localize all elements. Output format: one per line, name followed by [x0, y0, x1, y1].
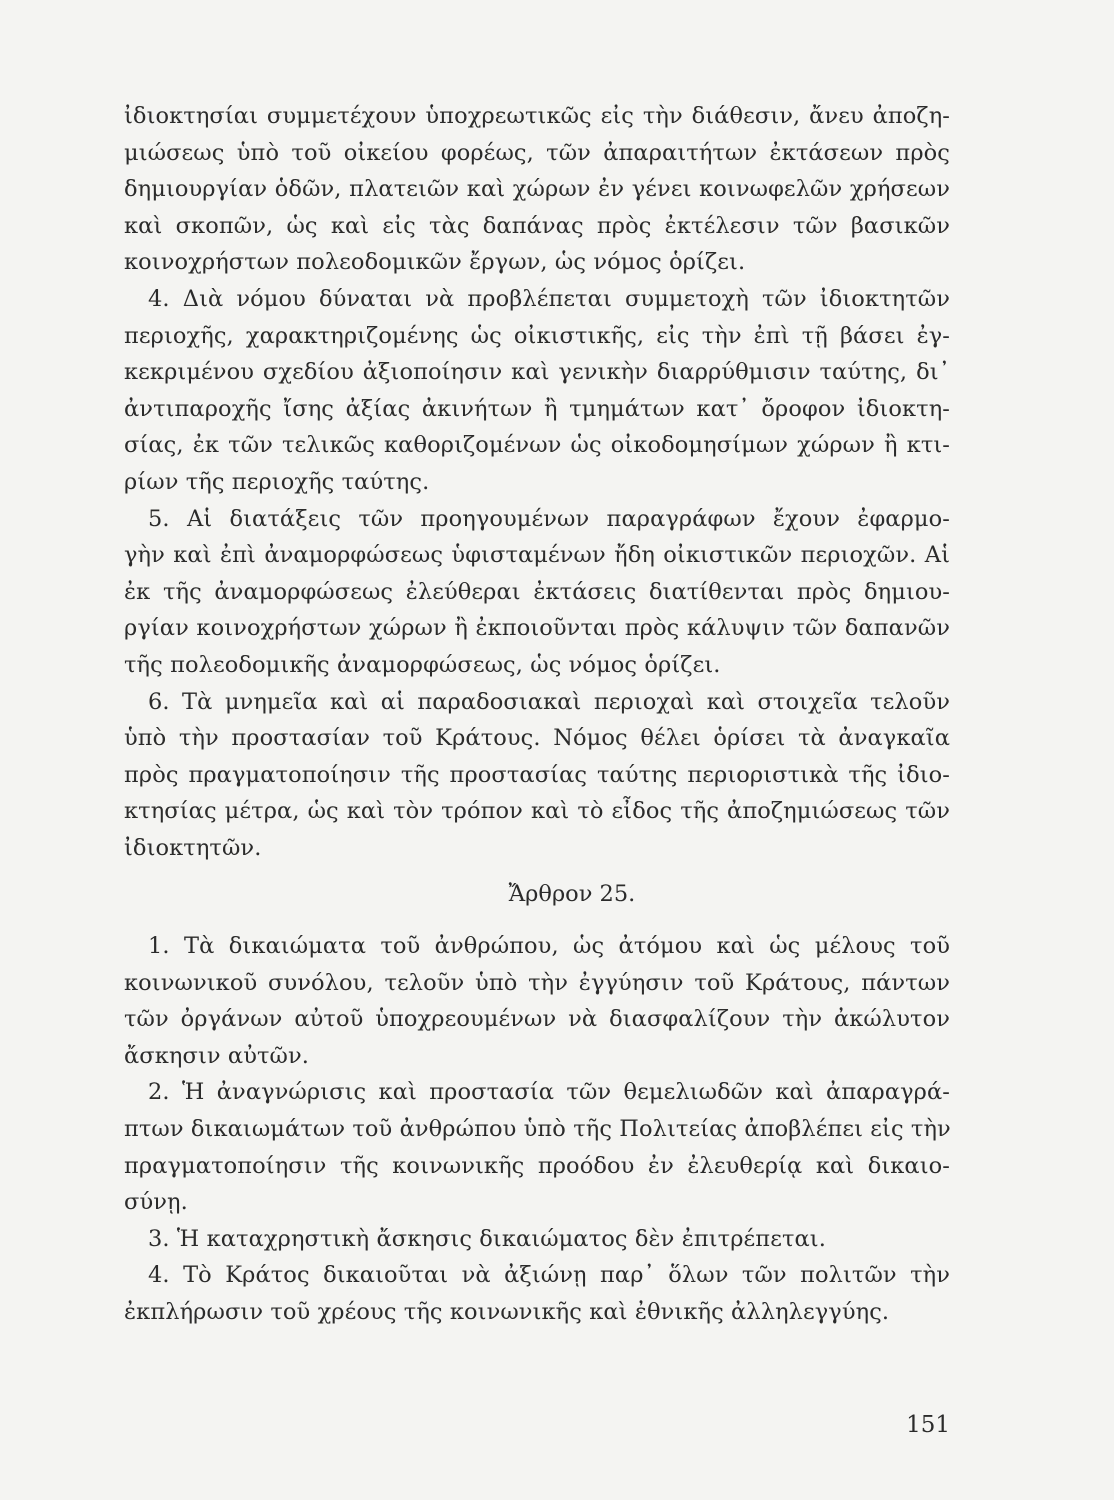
text-line: ἄσκησιν αὐτῶν.: [124, 1042, 310, 1069]
text-line: ργίαν κοινοχρήστων χώρων ἢ ἐκποιοῦνται πρὸς κάλυψιν τῶν δαπανῶν: [124, 615, 950, 642]
paragraph-3-line: 3. Ἡ καταχρηστικὴ ἄσκησις δικαιώματος δὲν ἐπιτρέπεται.: [148, 1225, 826, 1252]
text-line: μιώσεως ὑπὸ τοῦ οἰκείου φορέως, τῶν ἀπαραιτήτων ἐκτάσεων πρὸς: [124, 139, 950, 166]
text-line: σύνῃ.: [124, 1189, 188, 1216]
text-line: ἰδιοκτησίαι συμμετέχουν ὑποχρεωτικῶς εἰς τὴν διάθεσιν, ἄνευ ἀποζη-: [124, 103, 950, 129]
text-line: τῶν ὀργάνων αὐτοῦ ὑποχρεουμένων νὰ διασφαλίζουν τὴν ἀκώλυτον: [124, 1006, 950, 1033]
text-line: κοινοχρήστων πολεοδομικῶν ἔργων, ὡς νόμος ὁρίζει.: [124, 249, 746, 276]
text-line: τῆς πολεοδομικῆς ἀναμορφώσεως, ὡς νόμος ὁρίζει.: [124, 651, 721, 678]
text-line: ἰδιοκτητῶν.: [124, 834, 262, 861]
paragraph-2-first-line: 2. Ἡ ἀναγνώρισις καὶ προστασία τῶν θεμελιωδῶν καὶ ἀπαραγρά-: [148, 1079, 950, 1106]
text-line: πρὸς πραγματοποίησιν τῆς προστασίας ταύτης περιοριστικὰ τῆς ἰδιο-: [124, 761, 950, 788]
text-line: ρίων τῆς περιοχῆς ταύτης.: [124, 468, 430, 495]
paragraph-6-first-line: 6. Τὰ μνημεῖα καὶ αἱ παραδοσιακαὶ περιοχαὶ καὶ στοιχεῖα τελοῦν: [148, 688, 950, 715]
text-line: περιοχῆς, χαρακτηριζομένης ὡς οἰκιστικῆς, εἰς τὴν ἐπὶ τῇ βάσει ἐγ-: [124, 322, 950, 349]
text-line: δημιουργίαν ὁδῶν, πλατειῶν καὶ χώρων ἐν γένει κοινωφελῶν χρήσεων: [124, 176, 950, 203]
paragraph-4-first-line: 4. Τὸ Κράτος δικαιοῦται νὰ ἀξιώνῃ παρ᾿ ὅλων τῶν πολιτῶν τὴν: [148, 1262, 950, 1289]
text-line: πραγματοποίησιν τῆς κοινωνικῆς προόδου ἐν ἐλευθερίᾳ καὶ δικαιο-: [124, 1152, 950, 1179]
article-25-heading: Ἄρθρον 25.: [508, 881, 636, 907]
text-line: ἀντιπαροχῆς ἴσης ἀξίας ἀκινήτων ἢ τμημάτων κατ᾿ ὄροφον ἰδιοκτη-: [124, 395, 950, 422]
paragraph-1-first-line: 1. Τὰ δικαιώματα τοῦ ἀνθρώπου, ὡς ἀτόμου καὶ ὡς μέλους τοῦ: [148, 933, 950, 959]
text-line: γὴν καὶ ἐπὶ ἀναμορφώσεως ὑφισταμένων ἤδη οἰκιστικῶν περιοχῶν. Αἱ: [124, 542, 950, 569]
text-line: ἐκ τῆς ἀναμορφώσεως ἐλεύθεραι ἐκτάσεις διατίθενται πρὸς δημιου-: [124, 578, 950, 605]
text-line: ἐκπλήρωσιν τοῦ χρέους τῆς κοινωνικῆς καὶ ἐθνικῆς ἀλληλεγγύης.: [124, 1298, 890, 1325]
text-line: πτων δικαιωμάτων τοῦ ἀνθρώπου ὑπὸ τῆς Πολιτείας ἀποβλέπει εἰς τὴν: [124, 1115, 951, 1142]
article-24-continuation: [124, 98, 950, 866]
article-25-body: [124, 928, 950, 1331]
text-line: σίας, ἐκ τῶν τελικῶς καθοριζομένων ὡς οἰκοδομησίμων χώρων ἢ κτι-: [124, 432, 950, 459]
text-line: ὑπὸ τὴν προστασίαν τοῦ Κράτους. Νόμος θέλει ὁρίσει τὰ ἀναγκαῖα: [124, 725, 950, 752]
paragraph-4-first-line: 4. Διὰ νόμου δύναται νὰ προβλέπεται συμμετοχὴ τῶν ἰδιοκτητῶν: [148, 285, 950, 312]
text-line: καὶ σκοπῶν, ὡς καὶ εἰς τὰς δαπάνας πρὸς ἐκτέλεσιν τῶν βασικῶν: [124, 212, 950, 239]
text-line: κεκριμένου σχεδίου ἀξιοποίησιν καὶ γενικὴν διαρρύθμισιν ταύτης, δι᾿: [124, 359, 950, 386]
paragraph-5-first-line: 5. Αἱ διατάξεις τῶν προηγουμένων παραγράφων ἔχουν ἐφαρμο-: [148, 505, 950, 532]
text-line: κοινωνικοῦ συνόλου, τελοῦν ὑπὸ τὴν ἐγγύησιν τοῦ Κράτους, πάντων: [124, 969, 950, 996]
page-number: 151: [906, 1412, 950, 1438]
text-line: κτησίας μέτρα, ὡς καὶ τὸν τρόπον καὶ τὸ εἶδος τῆς ἀποζημιώσεως τῶν: [124, 798, 950, 825]
